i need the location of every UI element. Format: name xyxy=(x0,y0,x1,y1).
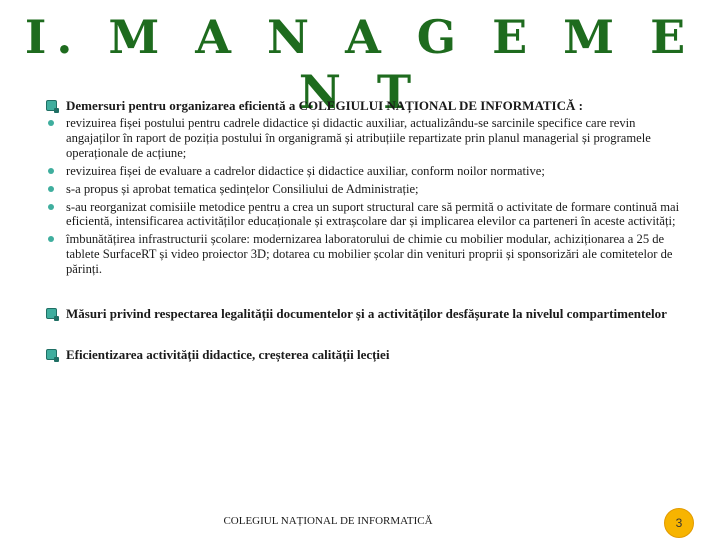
checkbox-bullet-icon xyxy=(46,100,57,111)
slide-footer: COLEGIUL NAȚIONAL DE INFORMATICĂ xyxy=(223,515,433,527)
checkbox-bullet-icon xyxy=(46,308,57,319)
checkbox-bullet-icon xyxy=(46,349,57,360)
list-item xyxy=(46,200,686,230)
list-item-text: s-a propus și aprobat tematica ședințelor Consiliului de Administrație; xyxy=(66,181,419,196)
list-item xyxy=(46,116,686,161)
page-number-badge: 3 xyxy=(664,508,694,538)
list-item xyxy=(46,232,686,277)
list-item-text: revizuirea fișei de evaluare a cadrelor didactice și didactice auxiliar, conform noilor normative; xyxy=(66,163,545,178)
section-eficientizare xyxy=(46,347,686,362)
list-item-text: revizuirea fișei postului pentru cadrele didactice și didactic auxiliar, actualizându-se sarcinile specifice care revin angajaților în raport de poziția postului în organigramă și atribuțiile repartizate prin planul managerial și programele operaționale de acțiune; xyxy=(66,116,651,161)
slide-title: I. M A N A G E M E N T xyxy=(24,10,696,120)
round-bullet-icon xyxy=(48,204,54,210)
section-legalitate xyxy=(46,306,686,321)
round-bullet-icon xyxy=(48,168,54,174)
list-item-text: s-au reorganizat comisiile metodice pentru a crea un suport structural care să permită o activitate de formare continuă mai eficientă, intensificarea activităților educaționale și extrașcolare dar și implicarea elevilor ca parteneri în aceste activități; xyxy=(66,199,680,229)
section-items-list xyxy=(46,116,686,277)
section-organizare xyxy=(46,98,686,113)
round-bullet-icon xyxy=(48,186,54,192)
section-heading: Măsuri privind respectarea legalității documentelor și a activităților desfășurate la nivelul compartimentelor xyxy=(66,305,667,321)
list-item xyxy=(46,164,686,179)
section-heading: Demersuri pentru organizarea eficientă a COLEGIULUI NAȚIONAL DE INFORMATICĂ : xyxy=(66,98,583,113)
list-item xyxy=(46,182,686,197)
section-heading: Eficientizarea activității didactice, creșterea calității lecției xyxy=(66,347,390,363)
round-bullet-icon xyxy=(48,120,54,126)
list-item-text: îmbunătățirea infrastructurii școlare: modernizarea laboratorului de chimie cu mobilier modular, achiziționarea a 25 de tablete SurfaceRT și video proiector 3D; dotarea cu mobilier școlar din venituri proprii și sponsorizări ale comitetelor de părinți. xyxy=(66,232,673,277)
slide-content xyxy=(46,98,686,363)
round-bullet-icon xyxy=(48,236,54,242)
